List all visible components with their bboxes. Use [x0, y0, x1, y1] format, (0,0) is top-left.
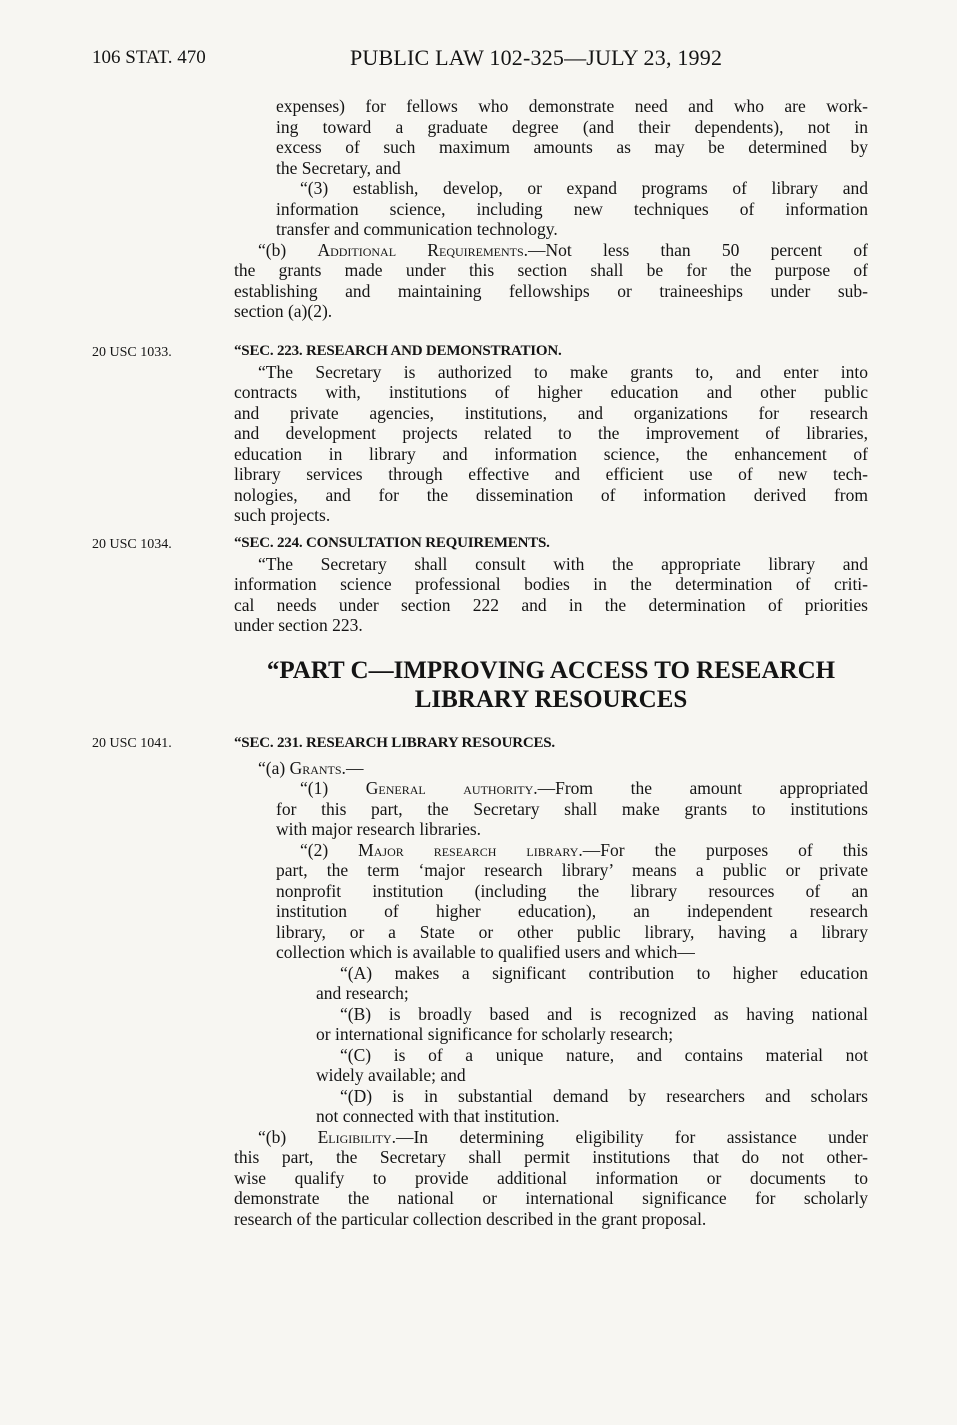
body-line: library services through effective and efficient use of new tech- — [234, 464, 868, 484]
part-title-line: “PART C—IMPROVING ACCESS TO RESEARCH — [266, 657, 836, 684]
body-line: demonstrate the national or international significance for scholarly — [234, 1188, 868, 1208]
body-line: ing toward a graduate degree (and their dependents), not in — [276, 116, 868, 137]
paragraph-2-line: “(2) Major research library.—For the purposes of this — [300, 839, 868, 860]
body-line: under section 223. — [234, 615, 363, 635]
subparagraph-a-line: “(A) makes a significant contribution to higher education — [340, 962, 868, 983]
body-line: institution of higher education), an independent research — [276, 901, 868, 921]
body-line: cal needs under section 222 and in the determination of priorities — [234, 594, 868, 615]
body-line: for this part, the Secretary shall make grants to institutions — [276, 798, 868, 819]
paragraph-caption: General authority. — [365, 778, 538, 798]
body-line: “The Secretary is authorized to make grants to, and enter into — [258, 361, 868, 382]
body-line: information science, including new techniques of information — [276, 198, 868, 219]
body-line: collection which is available to qualified users and which— — [276, 942, 695, 962]
section-heading: “SEC. 224. CONSULTATION REQUIREMENTS. — [234, 535, 550, 551]
subsection-a-heading: “(a) Grants.— — [258, 757, 364, 778]
body-line: the grants made under this section shall be for the purpose of — [234, 260, 868, 280]
body-line: section (a)(2). — [234, 301, 333, 321]
body-line: this part, the Secretary shall permit institutions that do not other- — [234, 1147, 868, 1167]
body-line: establishing and maintaining fellowships or traineeships under sub- — [234, 280, 868, 301]
body-line: transfer and communication technology. — [276, 219, 558, 239]
body-line: with major research libraries. — [276, 819, 482, 839]
body-line: not connected with that institution. — [316, 1106, 560, 1126]
section-heading: “SEC. 231. RESEARCH LIBRARY RESOURCES. — [234, 735, 555, 751]
subsection-b-line: “(b) Eligibility.—In determining eligibility for assistance under — [258, 1126, 868, 1147]
body-line: contracts with, institutions of higher education and other public — [234, 382, 868, 402]
paragraph-caption: Major research library. — [358, 839, 583, 860]
subsection-caption: Grants. — [289, 757, 346, 778]
subsection-caption: Eligibility. — [317, 1126, 396, 1147]
stat-page-number: 106 STAT. 470 — [92, 47, 206, 68]
body-line: “The Secretary shall consult with the appropriate library and — [258, 553, 868, 574]
body-line: wise qualify to provide additional information or documents to — [234, 1167, 868, 1188]
subparagraph-b-line: “(B) is broadly based and is recognized as having national — [340, 1003, 868, 1024]
body-line: “(3) establish, develop, or expand programs of library and — [300, 178, 868, 198]
sec224 — [234, 533, 868, 636]
subparagraph-c-line: “(C) is of a unique nature, and contains material not — [340, 1044, 868, 1065]
body-line: part, the term ‘major research library’ means a public or private — [276, 860, 868, 880]
part-title — [234, 656, 868, 714]
sec223 — [234, 341, 868, 526]
margin-citation: 20 USC 1041. — [92, 736, 172, 751]
body-line: library, or a State or other public library, having a library — [276, 921, 868, 942]
body-line: excess of such maximum amounts as may be determined by — [276, 137, 868, 157]
body-line: research of the particular collection described in the grant proposal. — [234, 1208, 707, 1229]
body-line: the Secretary, and — [276, 157, 401, 178]
body-line: expenses) for fellows who demonstrate need and who are work- — [276, 96, 868, 116]
body-line: nologies, and for the dissemination of information derived from — [234, 484, 868, 505]
body-line: nonprofit institution (including the library resources of an — [276, 880, 868, 901]
body-line: or international significance for scholarly research; — [316, 1024, 674, 1044]
paragraph-1-line: “(1) General authority.—From the amount appropriated — [300, 778, 868, 798]
sec222-continuation — [234, 96, 868, 322]
body-line: and development projects related to the improvement of libraries, — [234, 423, 868, 443]
running-header-title: PUBLIC LAW 102-325—JULY 23, 1992 — [350, 45, 723, 70]
subsection-caption: Additional Requirements. — [317, 239, 529, 260]
margin-citation: 20 USC 1034. — [92, 537, 172, 552]
margin-citation: 20 USC 1033. — [92, 345, 172, 360]
sec231 — [234, 733, 868, 1229]
subparagraph-d-line: “(D) is in substantial demand by researchers and scholars — [340, 1085, 868, 1106]
subsection-b-line: “(b) Additional Requirements.—Not less than 50 percent of — [258, 239, 868, 260]
body-line: widely available; and — [316, 1065, 466, 1085]
body-line: and private agencies, institutions, and organizations for research — [234, 402, 868, 423]
part-title-line: LIBRARY RESOURCES — [414, 686, 688, 713]
body-line: information science professional bodies in the determination of criti- — [234, 574, 868, 594]
body-line: such projects. — [234, 505, 331, 525]
body-line: education in library and information science, the enhancement of — [234, 443, 868, 464]
body-line: and research; — [316, 983, 409, 1003]
section-heading: “SEC. 223. RESEARCH AND DEMONSTRATION. — [234, 343, 562, 359]
